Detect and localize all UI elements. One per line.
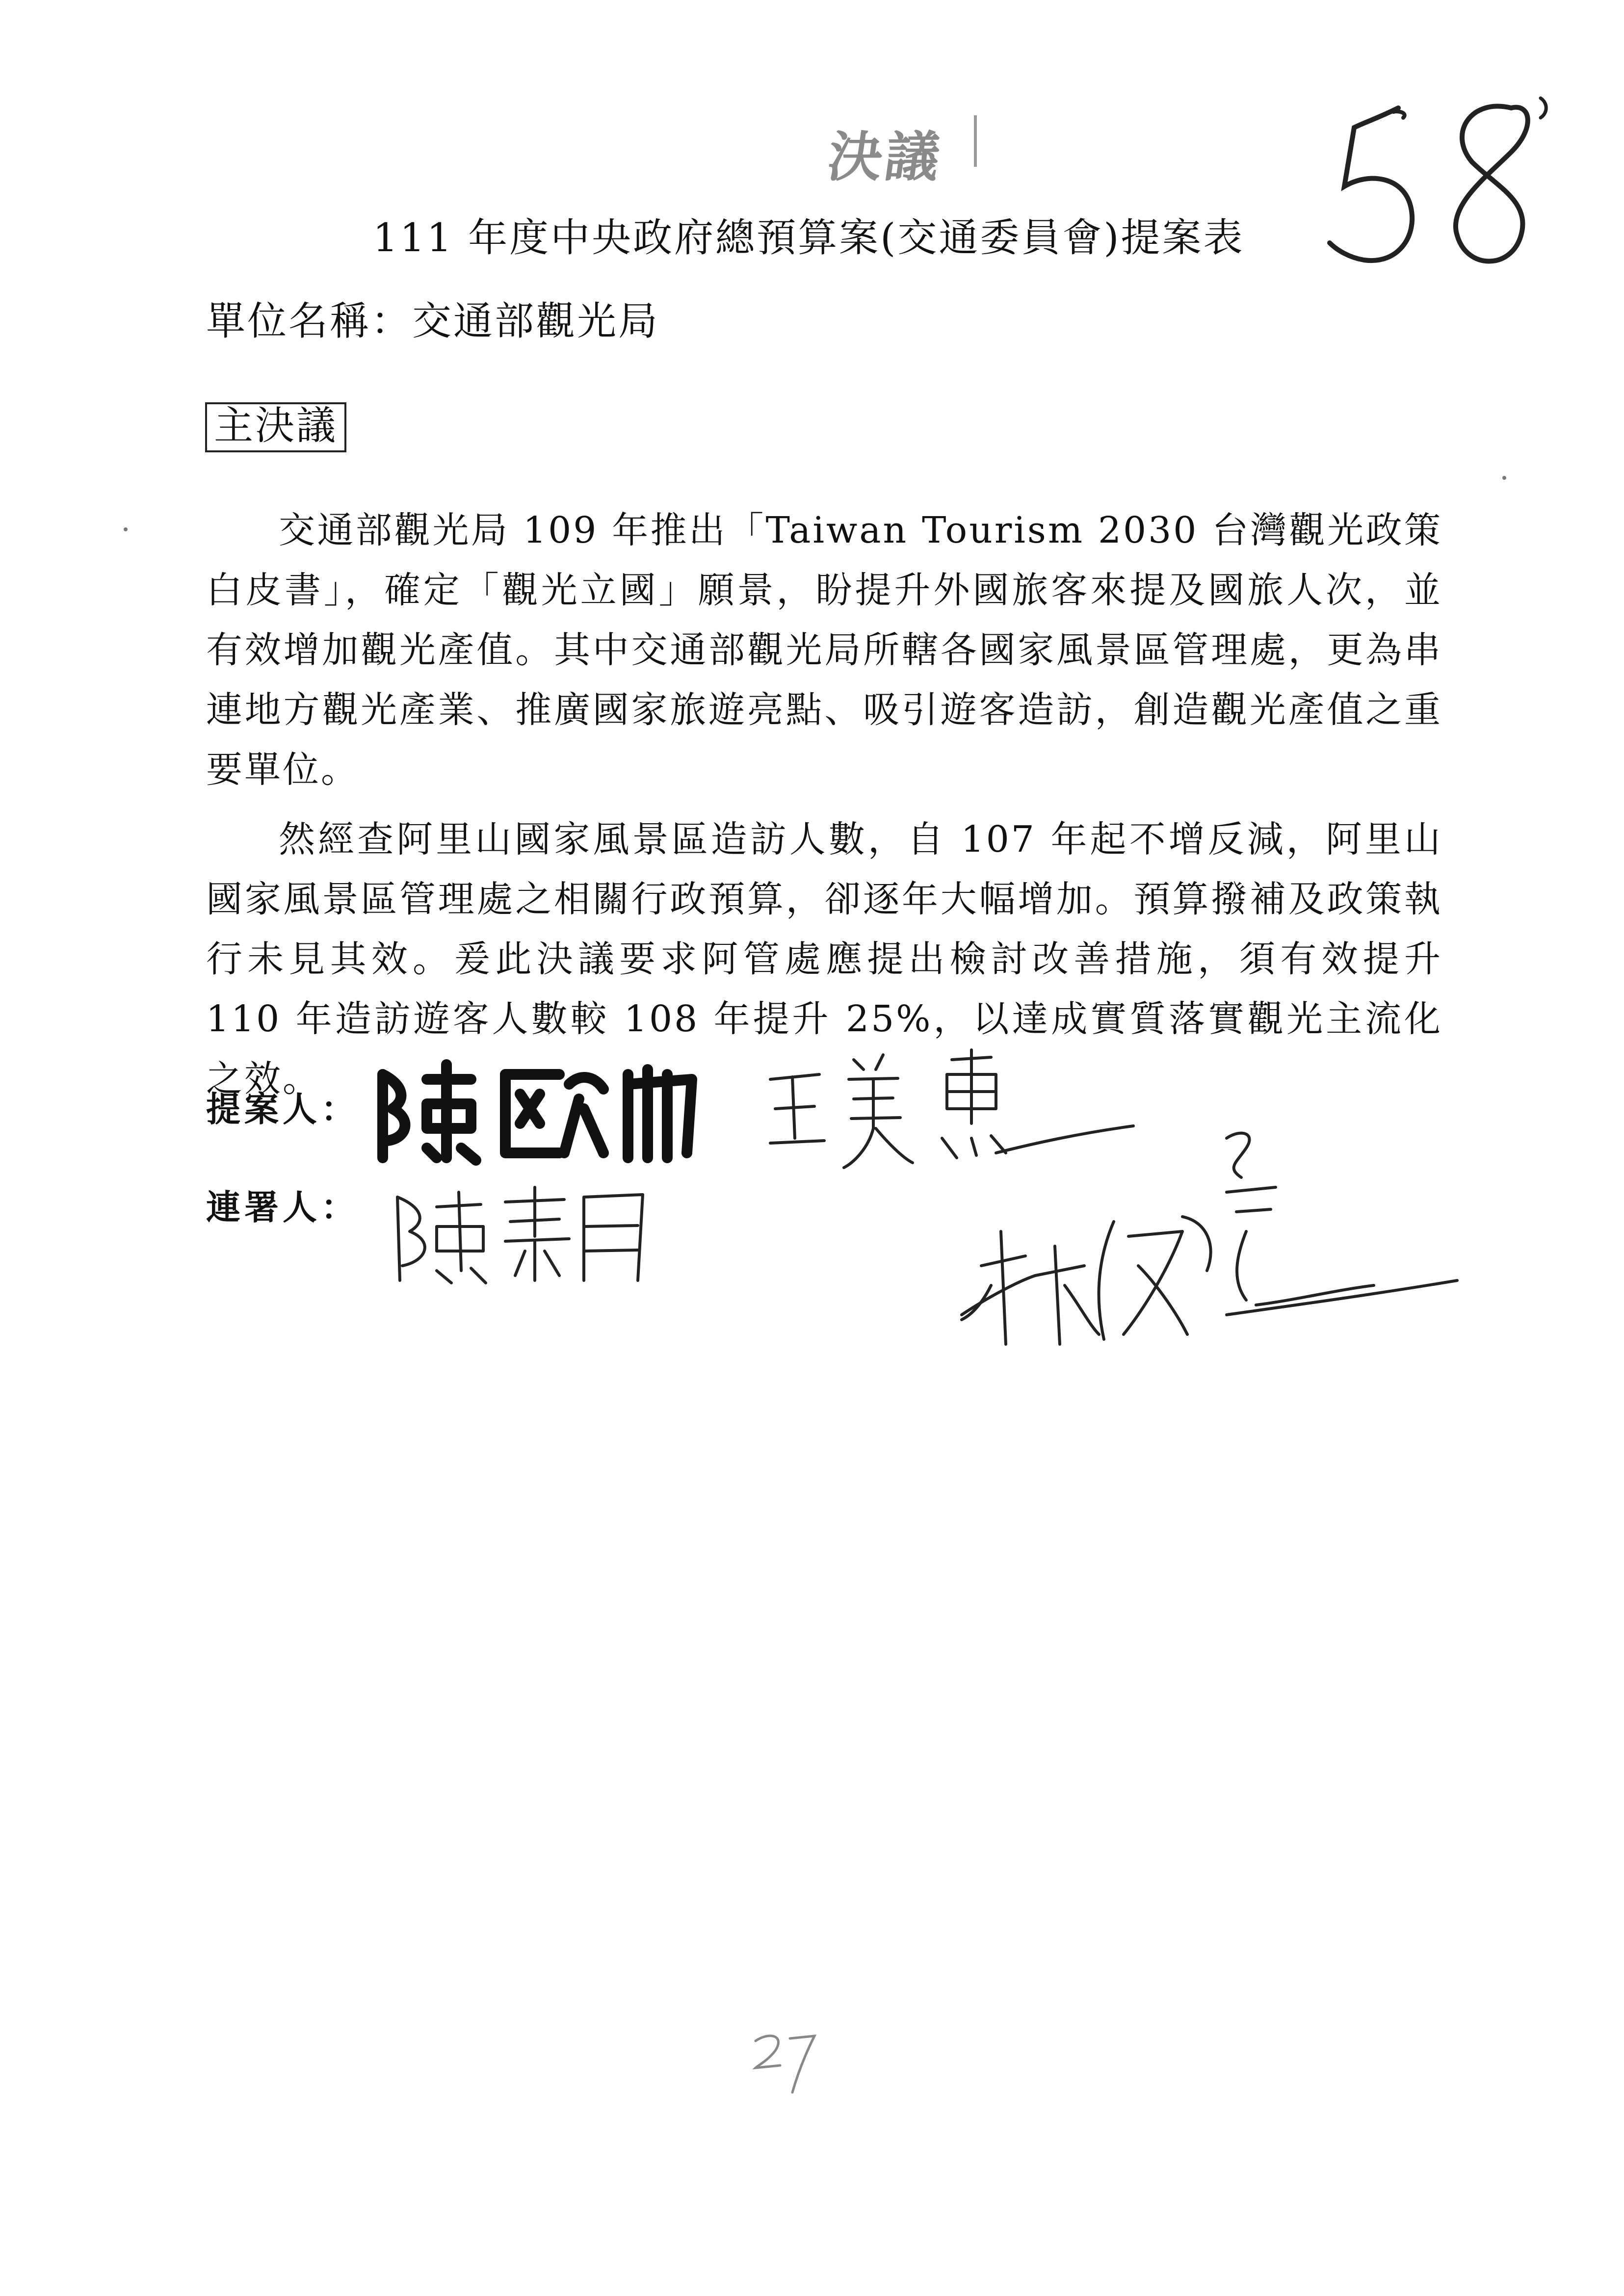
signature-cosigner-1 xyxy=(388,1177,662,1290)
paragraph-1: 交通部觀光局 109 年推出「Taiwan Tourism 2030 台灣觀光政策白皮書」，確定「觀光立國」願景，盼提升外國旅客來提及國旅人次，並有效增加觀光產值。其中交通部觀光局所轄各國家風景區管理處，更為串連地方觀光產業、推廣國家旅遊亮點、吸引遊客造訪，創造觀光產值之重要單位。 xyxy=(206,509,1442,791)
handwritten-page-number xyxy=(741,2011,829,2100)
scan-speck xyxy=(124,527,128,531)
document-title: 111 年度中央政府總預算案(交通委員會)提案表 xyxy=(373,215,1245,261)
signature-cosigner-2 xyxy=(952,1109,1467,1354)
cosigner-label: 連署人： xyxy=(206,1187,359,1227)
paragraph-2: 然經查阿里山國家風景區造訪人數，自 107 年起不增反減，阿里山國家風景區管理處之相關行政預算，卻逐年大幅增加。預算撥補及政策執行未見其效。爰此決議要求阿管處應提出檢討改善措施，須有效提升 110 年造訪遊客人數較 108 年提升 25%，以達成實質落實觀光主流化之效。 xyxy=(206,818,1442,1100)
resolution-body xyxy=(206,500,1442,1109)
proposer-label: 提案人： xyxy=(206,1089,359,1129)
unit-name: 單位名稱：交通部觀光局 xyxy=(206,298,659,344)
handwritten-number xyxy=(1325,88,1550,294)
section-label-main-resolution: 主決議 xyxy=(205,402,346,452)
resolution-stamp: 決議 xyxy=(824,125,947,188)
stamp-edge-mark xyxy=(974,115,977,167)
signature-proposer-1 xyxy=(373,1055,716,1168)
scan-speck xyxy=(1502,476,1506,480)
